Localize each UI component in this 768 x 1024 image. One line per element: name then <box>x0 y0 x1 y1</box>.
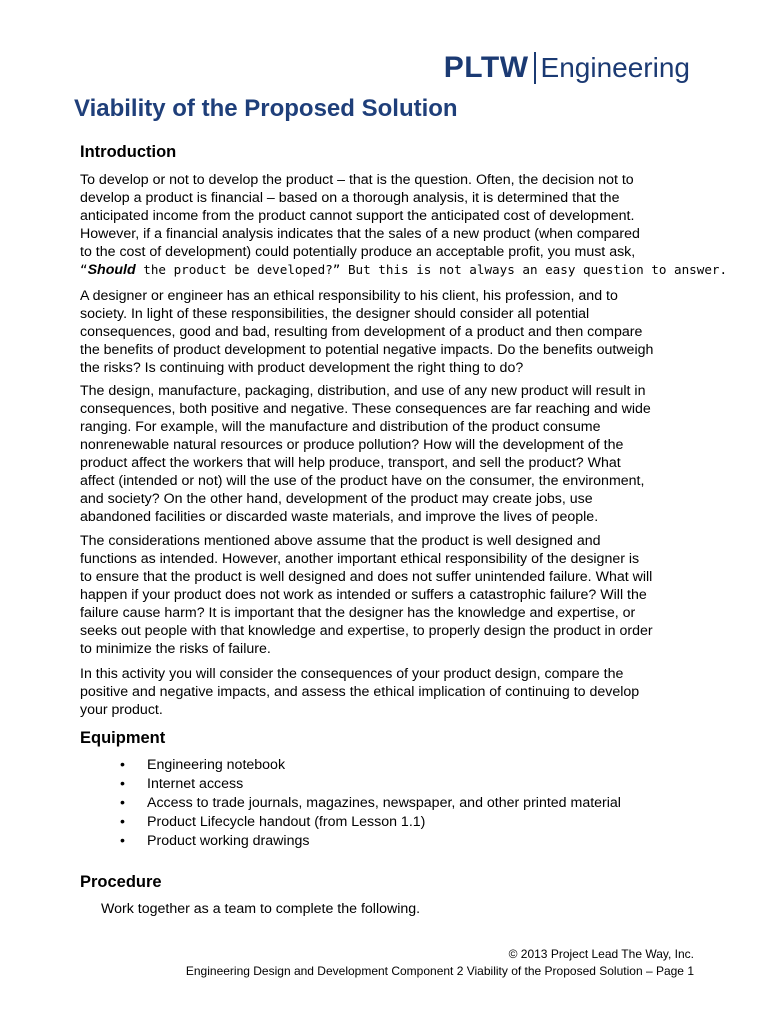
paragraph-line: to the cost of development) could potentially produce an acceptable profit, you must ask, <box>80 244 636 260</box>
bullet-icon: • <box>120 757 125 773</box>
paragraph-line: seeks out people with that knowledge and expertise, to properly design the product in order <box>80 623 653 639</box>
bullet-icon: • <box>120 833 125 849</box>
bullet-icon: • <box>120 776 125 792</box>
open-quote: “ <box>80 262 88 277</box>
list-item-text: Product Lifecycle handout (from Lesson 1.1) <box>147 814 426 830</box>
list-item <box>120 794 621 813</box>
list-item <box>120 813 621 832</box>
question-text: the product be developed?” But this is not always an easy question to answer. <box>135 262 728 277</box>
paragraph-line: The considerations mentioned above assume that the product is well designed and <box>80 533 601 549</box>
list-item-text: Product working drawings <box>147 833 310 849</box>
paragraph-line: product affect the workers that will help produce, transport, and sell the product? What <box>80 455 621 471</box>
paragraph-line: failure cause harm? It is important that the designer has the knowledge and expertise, or <box>80 605 636 621</box>
paragraph-line: your product. <box>80 702 163 718</box>
intro-paragraph-4 <box>80 532 700 658</box>
paragraph-line: and society? On the other hand, development of the product may create jobs, use <box>80 491 593 507</box>
paragraph-line: The design, manufacture, packaging, distribution, and use of any new product will result in <box>80 383 646 399</box>
list-item-text: Access to trade journals, magazines, newspaper, and other printed material <box>147 795 621 811</box>
paragraph-line: abandoned facilities or discarded waste materials, and improve the lives of people. <box>80 509 599 525</box>
equipment-list <box>120 756 621 851</box>
paragraph-line: society. In light of these responsibilities, the designer should consider all potential <box>80 306 590 322</box>
paragraph-line: affect (intended or not) will the use of the product have on the consumer, the environment, <box>80 473 645 489</box>
paragraph-line: In this activity you will consider the consequences of your product design, compare the <box>80 666 624 682</box>
paragraph-line: happen if your product does not work as intended or suffers a catastrophic failure? Will the <box>80 587 647 603</box>
introduction-heading: Introduction <box>80 143 177 161</box>
logo-brand-text: PLTW <box>443 51 529 84</box>
copyright-text: © 2013 Project Lead The Way, Inc. <box>508 947 694 961</box>
logo-divider <box>534 52 536 84</box>
page-info-text: Engineering Design and Development Component 2 Viability of the Proposed Solution – Page 1 <box>185 964 694 978</box>
bullet-icon: • <box>120 795 125 811</box>
paragraph-line: develop a product is financial – based on a thorough analysis, it is determined that the <box>80 190 620 206</box>
paragraph-line: anticipated income from the product cannot support the anticipated cost of development. <box>80 208 635 224</box>
list-item <box>120 832 621 851</box>
paragraph-line: positive and negative impacts, and assess the ethical implication of continuing to develop <box>80 684 640 700</box>
intro-paragraph-3 <box>80 382 700 526</box>
bullet-icon: • <box>120 814 125 830</box>
intro-paragraph-2 <box>80 287 700 377</box>
paragraph-line: ranging. For example, will the manufacture and distribution of the product consume <box>80 419 601 435</box>
paragraph-line: However, if a financial analysis indicates that the sales of a new product (when compared <box>80 226 640 242</box>
list-item <box>120 775 621 794</box>
paragraph-line <box>80 261 728 279</box>
logo-product-text: Engineering <box>540 52 690 83</box>
intro-paragraph-5 <box>80 665 700 719</box>
paragraph-line: to ensure that the product is well designed and does not suffer unintended failure. What will <box>80 569 653 585</box>
list-item-text: Engineering notebook <box>147 757 286 773</box>
paragraph-line: the risks? Is continuing with product development the right thing to do? <box>80 360 524 376</box>
pltw-engineering-logo <box>444 50 690 86</box>
paragraph-line: To develop or not to develop the product – that is the question. Often, the decision not to <box>80 172 634 188</box>
list-item <box>120 756 621 775</box>
page-footer <box>186 946 694 980</box>
equipment-heading: Equipment <box>80 729 166 747</box>
paragraph-line: to minimize the risks of failure. <box>80 641 271 657</box>
intro-paragraph-1 <box>80 171 728 279</box>
procedure-heading: Procedure <box>80 873 162 891</box>
paragraph-line: functions as intended. However, another important ethical responsibility of the designer is <box>80 551 640 567</box>
paragraph-line: consequences, good and bad, resulting from development of a product and then compare <box>80 324 643 340</box>
list-item-text: Internet access <box>147 776 244 792</box>
paragraph-line: the benefits of product development to potential negative impacts. Do the benefits outweigh <box>80 342 654 358</box>
paragraph-line: consequences, both positive and negative. These consequences are far reaching and wide <box>80 401 651 417</box>
emphasized-word: Should <box>87 262 136 278</box>
paragraph-line: nonrenewable natural resources or produce pollution? How will the development of the <box>80 437 624 453</box>
procedure-text: Work together as a team to complete the following. <box>101 901 421 917</box>
document-title: Viability of the Proposed Solution <box>74 95 458 122</box>
paragraph-line: A designer or engineer has an ethical responsibility to his client, his profession, and to <box>80 288 618 304</box>
